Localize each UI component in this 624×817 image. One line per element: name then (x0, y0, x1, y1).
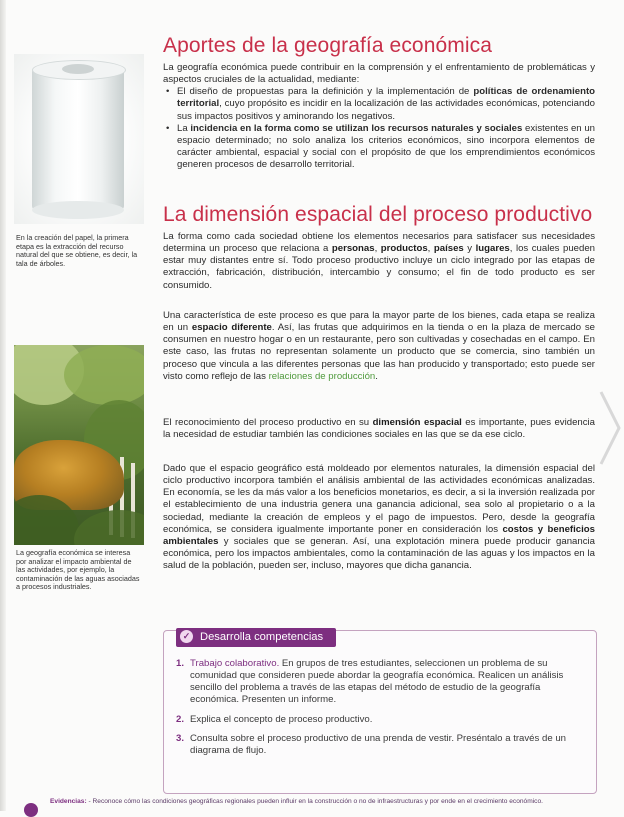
paragraph-4-wrap (163, 463, 595, 572)
next-page-chevron-icon[interactable] (597, 388, 623, 468)
paragraph-2: Una característica de este proceso es que para la mayor parte de los bienes, cada etapa se realiza en un espacio diferente. Así, las frutas que adquirimos en la tienda o en la plaza de mercado se consumen en nuestro hogar o en un restaurante, pero son cultivadas y cosechadas en el campo. En este caso, las frutas no representan solamente un producto que se comercia, sino también un proceso que vincula a las diferentes personas que las han producido y transportado; esto puede ser visto como reflejo de las relaciones de producción. (163, 310, 595, 382)
footer-marker (24, 803, 38, 817)
aportes-bullet: • La incidencia en la forma como se utilizan los recursos naturales y sociales existentes en un espacio determinado; no solo analiza los criterios económicos, sino incorpora elementos de carácter ambiental, espacial y social con el propósito de que los emprendimientos económicos generen procesos de desarrollo territorial. (166, 122, 595, 171)
paragraph-1: La forma como cada sociedad obtiene los elementos necesarios para satisfacer sus necesidades determina un proceso que relaciona a personas, productos, países y lugares, los cuales pueden estar muy distantes entre sí. Todo proceso productivo incluye un ciclo integrado por las etapas de extracción, fabricación, distribución, intercambio y consumo; el fin de todo producto es ser consumido. (163, 231, 595, 291)
section-title-dimension: La dimensión espacial del proceso productivo (163, 203, 593, 226)
aportes-list (163, 86, 595, 171)
section-aportes-body (163, 62, 595, 171)
aportes-intro: La geografía económica puede contribuir en la comprensión y el enfrentamiento de problemáticas y aspectos cruciales de la actualidad, mediante: (163, 62, 595, 86)
competencias-list (176, 658, 580, 764)
river-pollution-photo (14, 345, 144, 545)
section-dimension-body (163, 231, 595, 292)
caption-river: La geografía económica se interesa por analizar el impacto ambiental de las actividades, por ejemplo, la contaminación de las aguas asociadas a procesos industriales. (16, 548, 140, 592)
competencias-header (176, 628, 336, 647)
paper-roll-photo (14, 54, 144, 224)
paragraph-3-wrap (163, 417, 595, 441)
competencias-title: Desarrolla competencias (200, 631, 324, 643)
competencias-icon: ✓ (180, 630, 193, 643)
paragraph-3: El reconocimiento del proceso productivo en su dimensión espacial es importante, pues evidencia la necesidad de estudiar también las condiciones sociales en las que se da ese ciclo. (163, 417, 596, 441)
caption-paper: En la creación del papel, la primera etapa es la extracción del recurso natural del que se obtiene, es decir, la tala de árboles. (16, 233, 138, 268)
page-edge (0, 0, 6, 811)
paragraph-2-wrap (163, 310, 595, 383)
section-title-aportes: Aportes de la geografía económica (163, 34, 493, 57)
exercise-item: 2. Explica el concepto de proceso productivo. (176, 713, 373, 725)
exercise-item: 3. Consulta sobre el proceso productivo de una prenda de vestir. Preséntalo a través de un diagrama de flujo. (176, 732, 566, 756)
aportes-bullet: • El diseño de propuestas para la definición y la implementación de políticas de ordenamiento territorial, cuyo propósito es incidir en la localización de las actividades económicas, potenciando sus impactos positivos y aminorando los negativos. (166, 86, 595, 122)
paragraph-4: Dado que el espacio geográfico está moldeado por elementos naturales, la dimensión espacial del ciclo productivo incorpora también el análisis ambiental de las actividades económicas analizadas. En economía, se les da más valor a los beneficios monetarios, es decir, a si la inversión realizada por el establecimiento de una industria genera una ganancia adicional, sea solo al propietario o a la sociedad, mediante la creación de empleos y el pago de impuestos. Pero, desde la geografía económica, se considera igualmente importante poner en consideración los costos y beneficios ambientales y sociales que se generan. Así, una explotación minera puede producir ganancia económica, pero los impactos ambientales, como la contaminación de las aguas y los impactos en la salud de la población, pueden ser, incluso, mayores que dicha ganancia. (163, 463, 595, 572)
relaciones-produccion-link[interactable]: relaciones de producción (268, 370, 376, 382)
exercise-item: 1. Trabajo colaborativo. En grupos de tres estudiantes, seleccionen un problema de su comunidad que consideren puede abordar la geografía económica. Realicen un análisis sencillo del problema a través de las etapas del método de estudio de la geografía económica. Presenten un informe. (176, 658, 564, 706)
evidencias-footer: Evidencias: - Reconoce cómo las condiciones geográficas regionales pueden influir en la construcción o no de infraestructuras y por ende en el crecimiento económico. (50, 798, 543, 805)
